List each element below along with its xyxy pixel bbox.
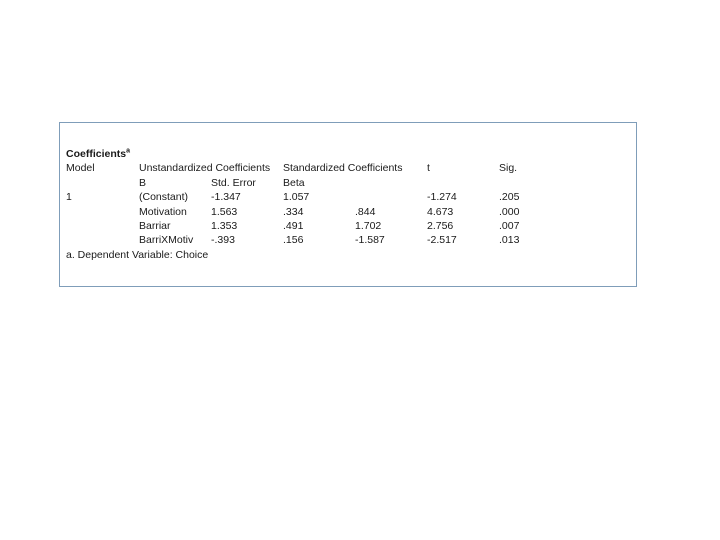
row-stderr-motivation: .334 xyxy=(283,206,304,218)
row-t-constant: -1.274 xyxy=(427,191,457,203)
table-footnote: a. Dependent Variable: Choice xyxy=(66,249,209,261)
row-stderr-barriar: .491 xyxy=(283,220,304,232)
header-t: t xyxy=(427,162,430,174)
header-standardized: Standardized Coefficients xyxy=(283,162,403,174)
row-stderr-constant: 1.057 xyxy=(283,191,310,203)
row-b-motivation: 1.563 xyxy=(211,206,238,218)
row-t-barrixmotiv: -2.517 xyxy=(427,234,457,246)
model-number: 1 xyxy=(66,191,72,203)
header-sig: Sig. xyxy=(499,162,518,174)
row-beta-barriar: 1.702 xyxy=(355,220,382,232)
subheader-b: B xyxy=(139,177,147,189)
row-t-barriar: 2.756 xyxy=(427,220,454,232)
row-sig-constant: .205 xyxy=(499,191,520,203)
row-label-barriar: Barriar xyxy=(139,220,171,232)
row-sig-barrixmotiv: .013 xyxy=(499,234,520,246)
subheader-beta: Beta xyxy=(283,177,305,189)
row-b-barrixmotiv: -.393 xyxy=(211,234,235,246)
row-sig-motivation: .000 xyxy=(499,206,520,218)
coefficients-table-frame xyxy=(59,122,637,287)
title-footnote-marker: a xyxy=(126,147,130,155)
row-beta-motivation: .844 xyxy=(355,206,376,218)
row-label-motivation: Motivation xyxy=(139,206,187,218)
table-title: Coefficients$^a$ xyxy=(66,147,130,160)
row-stderr-barrixmotiv: .156 xyxy=(283,234,304,246)
row-label-constant: (Constant) xyxy=(139,191,189,203)
row-label-barrixmotiv: BarriXMotiv xyxy=(139,234,194,246)
subheader-std-error: Std. Error xyxy=(211,177,256,189)
header-model: Model xyxy=(66,162,95,174)
row-b-barriar: 1.353 xyxy=(211,220,238,232)
row-b-constant: -1.347 xyxy=(211,191,241,203)
row-beta-barrixmotiv: -1.587 xyxy=(355,234,385,246)
row-sig-barriar: .007 xyxy=(499,220,520,232)
row-t-motivation: 4.673 xyxy=(427,206,454,218)
header-unstandardized: Unstandardized Coefficients xyxy=(139,162,271,174)
